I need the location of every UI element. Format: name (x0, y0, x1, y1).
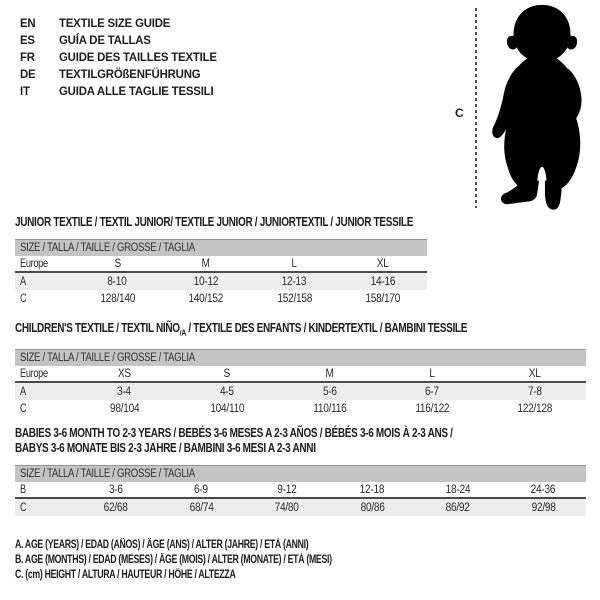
language-code: FR (20, 49, 35, 64)
table-row-height: C 62/68 68/74 74/80 80/86 86/92 92/98 (15, 499, 586, 516)
table-row-age: A 8-10 10-12 12-13 14-16 (15, 273, 427, 290)
language-row-de (20, 65, 225, 82)
junior-section-title: JUNIOR TEXTILE / TEXTIL JUNIOR/ TEXTILE JUNIOR / JUNIORTEXTIL / JUNIOR TESSILE (15, 215, 414, 229)
size-header-band: SIZE / TALLA / TAILLE / GRÖSSE / TAGLIA (15, 239, 427, 256)
table-row-height: C 98/104 104/110 110/116 116/122 122/128 (20, 402, 553, 415)
junior-size-table (15, 239, 427, 307)
table-row-europe: Europe S M L XL (15, 256, 427, 273)
note-age-years: A. AGE (YEARS) / EDAD (AÑOS) / ÂGE (ANS) / ALTER (JAHRE) / ETÀ (ANNI) (15, 538, 309, 551)
babies-size-table (15, 465, 586, 516)
table-row-europe: Europe XS S M L XL (15, 366, 586, 383)
language-code: DE (20, 66, 36, 81)
guide-title: TEXTILE SIZE GUIDE (59, 15, 171, 30)
size-header-band: SIZE / TALLA / TAILLE / GRÖSSE / TAGLIA (15, 349, 586, 366)
height-figure (450, 0, 600, 215)
language-code: EN (20, 15, 36, 30)
legend-notes (15, 537, 432, 582)
children-size-table (15, 349, 586, 417)
guide-title: GUIDE DES TAILLES TEXTILE (59, 49, 217, 64)
language-code: IT (20, 83, 30, 98)
language-row-es (20, 31, 225, 48)
children-section-title: CHILDREN'S TEXTILE / TEXTIL $NIÑO_{/A}$ / TEXTILE DES ENFANTS / KINDERTEXTIL / BAMBINI TESSILE (15, 321, 468, 338)
table-row-age: A 3-4 4-5 5-6 6-7 7-8 (15, 383, 586, 400)
guide-title: TEXTILGRÖßENFÜHRUNG (59, 66, 201, 81)
size-header-band: SIZE / TALLA / TAILLE / GRÖSSE / TAGLIA (15, 465, 586, 482)
table-row-height: C 128/140 140/152 152/158 158/170 (20, 292, 401, 305)
language-row-it (20, 82, 225, 99)
language-row-en (20, 14, 225, 31)
language-title-list (20, 14, 225, 99)
note-age-months: B. AGE (MONTHS) / EDAD (MESES) / ÂGE (MOIS) / ALTER (MONATE) / ETÀ (MESI) (15, 553, 332, 566)
height-measure-label: C (455, 106, 464, 120)
language-row-fr (20, 48, 225, 65)
table-row-age-months: B 3-6 6-9 9-12 12-18 18-24 24-36 (15, 482, 586, 499)
guide-title: GUÍA DE TALLAS (59, 32, 151, 47)
toddler-silhouette-icon (488, 3, 596, 213)
guide-title: GUIDA ALLE TAGLIE TESSILI (59, 83, 214, 98)
height-measure-dashed-line (475, 8, 477, 208)
babies-section-title: BABIES 3-6 MONTH TO 2-3 YEARS / BEBÉS 3-6 MESES A 2-3 AÑOS / BÉBÉS 3-6 MOIS À 2-3 ANS / BABYS 3-6 MONATE BIS 2-3 JAHRE / BAMBINI 3-6 MESI A 2-3 ANNI (15, 426, 453, 455)
note-height-cm: C. (cm) HEIGHT / ALTURA / HAUTEUR / HÖHE / ALTEZZA (15, 568, 236, 581)
language-code: ES (20, 32, 35, 47)
